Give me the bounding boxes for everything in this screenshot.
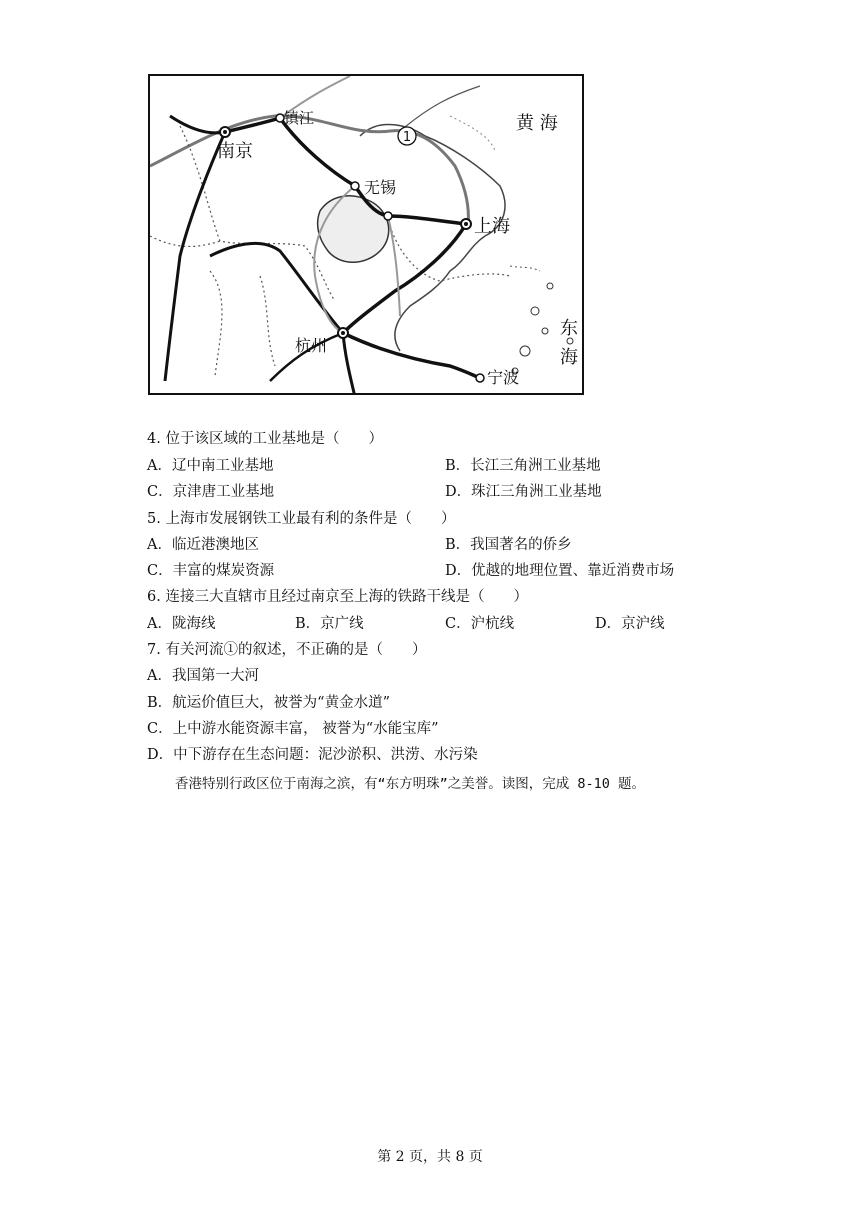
shanghai-label: 上海 (474, 216, 510, 237)
question-4-stem: 4. 位于该区域的工业基地是（ ） (147, 431, 383, 447)
section-intro: 香港特别行政区位于南海之滨，有“东方明珠”之美誉。读图，完成 8-10 题。 (175, 776, 646, 792)
wuxi-label: 无锡 (364, 178, 397, 197)
question-6-option-a[interactable]: A．陇海线 (147, 616, 216, 632)
question-7-option-a[interactable]: A．我国第一大河 (147, 668, 259, 684)
yangtze-river (150, 116, 468, 226)
question-4-option-b[interactable]: B．长江三角洲工业基地 (445, 458, 601, 474)
river-marker-label: 1 (402, 130, 412, 145)
taihu-lake (318, 196, 389, 262)
question-7-stem: 7. 有关河流①的叙述，不正确的是（ ） (147, 642, 427, 658)
railway-hangyong (343, 333, 480, 378)
question-4-option-c[interactable]: C．京津唐工业基地 (147, 484, 275, 500)
question-4-option-d[interactable]: D．珠江三角洲工业基地 (445, 484, 602, 500)
wuxi-marker (351, 182, 359, 190)
question-7-option-c[interactable]: C．上中游水能资源丰富， 被誉为“水能宝库” (147, 721, 439, 737)
question-5-stem: 5. 上海市发展钢铁工业最有利的条件是（ ） (147, 511, 456, 527)
question-5-option-b[interactable]: B．我国著名的侨乡 (445, 537, 572, 553)
page-footer: 第 2 页，共 8 页 (377, 1149, 483, 1165)
question-6-option-c[interactable]: C．沪杭线 (445, 616, 515, 632)
zhenjiang-label: 镇江 (284, 109, 315, 127)
east-sea-label-2: 海 (560, 347, 578, 368)
map-svg (150, 76, 584, 395)
question-4-option-a[interactable]: A．辽中南工业基地 (147, 458, 274, 474)
ningbo-marker (476, 374, 484, 382)
question-7-option-b[interactable]: B．航运价值巨大，被誉为“黄金水道” (147, 695, 390, 711)
question-5-option-d[interactable]: D．优越的地理位置、靠近消费市场 (445, 563, 675, 579)
nanjing-label: 南京 (217, 141, 253, 162)
question-6-option-d[interactable]: D．京沪线 (595, 616, 665, 632)
zhenjiang-marker (276, 114, 284, 122)
question-6-option-b[interactable]: B．京广线 (295, 616, 364, 632)
hangzhou-label: 杭州 (295, 336, 328, 355)
east-sea-label-1: 东 (560, 318, 578, 339)
ningbo-label: 宁波 (487, 368, 520, 387)
yellow-sea-label: 黄 海 (516, 113, 558, 134)
question-6-stem: 6. 连接三大直辖市且经过南京至上海的铁路干线是（ ） (147, 589, 528, 605)
question-7-option-d[interactable]: D．中下游存在生态问题：泥沙淤积、洪涝、水污染 (147, 747, 478, 763)
question-5-option-c[interactable]: C．丰富的煤炭资源 (147, 563, 275, 579)
region-map (148, 74, 584, 395)
question-5-option-a[interactable]: A．临近港澳地区 (147, 537, 259, 553)
